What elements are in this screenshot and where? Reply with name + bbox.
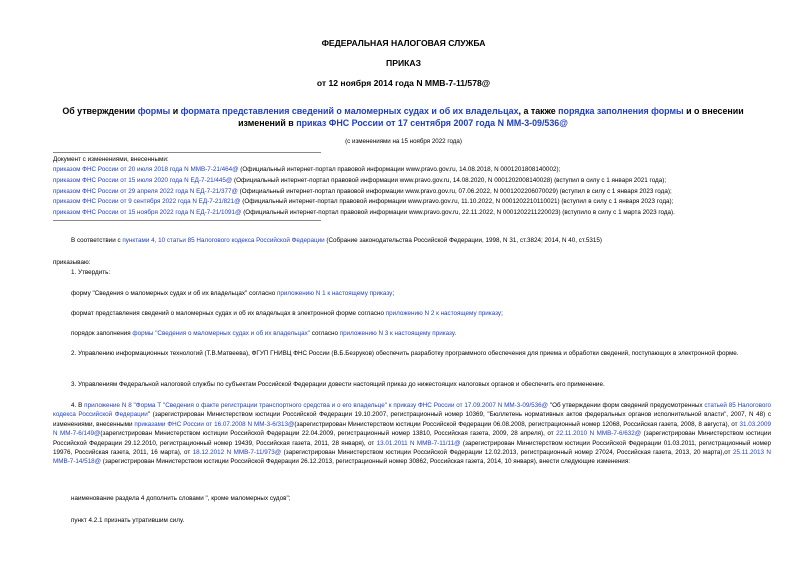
order-word: приказываю: [53,259,91,266]
accordance-paragraph: В соответствии с пунктами 4, 10 статьи 85 Налогового кодекса Российской Федерации (Собрание законодательства Российской Федерации, 1998, N 31, ст.3824; 2014, N 40, ст.5315) [71,237,602,244]
divider-bottom [53,220,321,221]
item-3-paragraph: 3. Управлениям Федеральной налоговой службы по субъектам Российской Федерации довести настоящий приказ до нижестоящих налоговых органов и обеспечить его применение. [71,381,605,388]
change-link[interactable]: приказом ФНС России от 15 ноября 2022 года N ЕД-7-21/1091@ [53,209,242,216]
order-518-link[interactable]: 25.11.2013 N ММВ-7-14/518@ [53,449,771,466]
order-632-link[interactable]: 22.11.2010 N ММВ-7-6/632@ [556,430,642,438]
document-title: Об утверждении формы и формата представления сведений о маломерных судах и об их владельцах, а также порядка заполнения формы и о внесении изменений в приказ ФНС России от 17 сентября 2007 года N ММ-3-09/536@ [62,106,744,128]
change-item: приказом ФНС России от 29 апреля 2022 года N ЕД-7-21/377@ (Официальный интернет-портал правовой информации www.pravo.gov.ru, 07.06.2022, N 0001202206070029) (вступил в силу с 1 января 2023 года); [53,188,672,195]
change-item: приказом ФНС России от 15 ноября 2022 года N ЕД-7-21/1091@ (Официальный интернет-портал правовой информации www.pravo.gov.ru, 22.11.2022, N 0001202211220023) (вступило в силу с 1 марта 2023 года). [53,209,675,216]
title-link-procedure[interactable]: порядка заполнения формы [558,106,684,116]
item-2-paragraph: 2. Управлению информационных технологий (Т.В.Матвеева), ФГУП ГНИВЦ ФНС России (В.Б.Безруков) обеспечить разработку программного обеспечения для приема и обработки сведений, поступающих в электронной форме. [71,350,739,357]
changes-intro: Документ с изменениями, внесенными: [53,156,169,163]
title-link-format[interactable]: формата представления сведений о маломерных судах и об их владельцах [180,106,519,116]
article-85-link[interactable]: статьей 85 Налогового кодекса Российской Федерации [53,402,772,419]
change-link[interactable]: приказом ФНС России от 29 апреля 2022 года N ЕД-7-21/377@ [53,188,238,195]
order-149-link[interactable]: 31.03.2009 N ММ-7-6/149@ [53,420,771,438]
edition-note: (с изменениями на 15 ноября 2022 года) [345,138,462,145]
agency-heading: ФЕДЕРАЛЬНАЯ НАЛОГОВАЯ СЛУЖБА [321,38,486,48]
change-item: приказом ФНС России от 20 июля 2018 года N ММВ-7-21/464@ (Официальный интернет-портал правовой информации www.pravo.gov.ru, 14.08.2018, N 0001201808140002); [53,166,561,173]
change-item: приказом ФНС России от 15 июля 2020 года N ЕД-7-21/445@ (Официальный интернет-портал правовой информации www.pravo.gov.ru, 14.08.2020, N 0001202008140028) (вступил в силу с 1 января 2021 года); [53,177,667,184]
title-link-order-536[interactable]: приказ ФНС России от 17 сентября 2007 года N ММ-3-09/536@ [296,118,568,128]
form-name-link[interactable]: формы "Сведения о маломерных судах и об их владельцах" [132,330,311,337]
change-item: приказом ФНС России от 9 сентября 2022 года N ЕД-7-21/821@ (Официальный интернет-портал правовой информации www.pravo.gov.ru, 11.10.2022, N 0001202210110021) (вступил в силу с 1 января 2023 года); [53,198,674,205]
form-paragraph: форму "Сведения о маломерных судах и об их владельцах" согласно приложению N 1 к настоящему приказу; [71,290,395,297]
change-link[interactable]: приказом ФНС России от 9 сентября 2022 года N ЕД-7-21/821@ [53,198,241,205]
order-313-link[interactable]: приказами ФНС России от 16.07.2008 N ММ-3-6/313@ [134,420,295,428]
divider-top [53,152,321,153]
approve-item: 1. Утвердить: [71,269,111,276]
item-4-paragraph: 4. В приложение N 8 "Форма Т "Сведения о факте регистрации транспортного средства и о его владельце" к приказу ФНС России от 17.09.2007 N ММ-3-09/536@ "Об утверждении форм сведений предусмотренных статьей 85 Налогового кодекса Российской Федерации" (зарегистрирован Министерством юстиции Российской Федерации 19.10.2007, регистрационный номер 10369, "Бюллетень нормативных актов федеральных органов исполнительной власти", 2007, N 48) с изменениями, внесенными приказами ФНС России от 16.07.2008 N ММ-3-6/313@(зарегистрирован Министерством юстиции Российской Федерации 06.08.2008, регистрационный номер 12068, Российская газета, 2008, 8 августа), от 31.03.2009 N ММ-7-6/149@(зарегистрирован Министерством юстиции Российской Федерации 22.04.2009, регистрационный номер 13810, Российская газета, 2009, 28 апреля), от 22.11.2010 N ММВ-7-6/632@ (зарегистрирован Министерством юстиции Российской Федерации 29.12.2010, регистрационный номер 19439, Российская газета, 2011, 28 января), от 13.01.2011 N ММВ-7-11/11@ (зарегистрирован Министерством юстиции Российской Федерации 01.03.2011, регистрационный номер 19976, Российская газета, 2011, 16 марта), от 18.12.2012 N ММВ-7-11/973@ (зарегистрирован Министерством юстиции Российской Федерации 12.02.2013, регистрационный номер 27024, Российская газета, 2013, 20 марта),от 25.11.2013 N ММВ-7-14/518@ (зарегистрирован Министерством юстиции Российской Федерации 26.12.2013, регистрационный номер 30862, Российская газета, 2014, 10 января), внести следующие изменения: [53,402,772,466]
appendix-2-link[interactable]: приложению N 2 к настоящему приказу [385,310,502,317]
procedure-paragraph: порядок заполнения формы "Сведения о маломерных судах и об их владельцах" согласно приложению N 3 к настоящему приказу. [71,330,457,337]
tax-code-link[interactable]: пунктами 4, 10 статьи 85 Налогового кодекса Российской Федерации [122,237,325,244]
change-link[interactable]: приказом ФНС России от 15 июля 2020 года N ЕД-7-21/445@ [53,177,233,184]
date-number-heading: от 12 ноября 2014 года N ММВ-7-11/578@ [316,78,491,88]
appendix-1-link[interactable]: приложению N 1 к настоящему приказу [276,290,393,297]
doc-type-heading: ПРИКАЗ [386,58,421,68]
order-11-link[interactable]: 13.01.2011 N ММВ-7-11/11@ [376,439,461,447]
appendix-3-link[interactable]: приложению N 3 к настоящему приказу [339,330,455,337]
change-link[interactable]: приказом ФНС России от 20 июля 2018 года N ММВ-7-21/464@ [53,166,239,173]
order-973-link[interactable]: 18.12.2012 N ММВ-7-11/973@ [192,449,282,457]
section-name-paragraph: наименование раздела 4 дополнить словами ", кроме маломерных судов"; [71,495,291,502]
format-paragraph: формат представления сведений о маломерных судах и об их владельцах в электронной форме согласно приложению N 2 к настоящему приказу; [71,310,503,317]
appendix-8-link[interactable]: приложение N 8 "Форма Т "Сведения о факте регистрации транспортного средства и о его владельце" к приказу ФНС России от 17.09.2007 N ММ-3-09/536@ [84,402,548,409]
point-void-paragraph: пункт 4.2.1 признать утратившим силу. [71,517,185,524]
title-link-form[interactable]: формы [137,106,171,116]
